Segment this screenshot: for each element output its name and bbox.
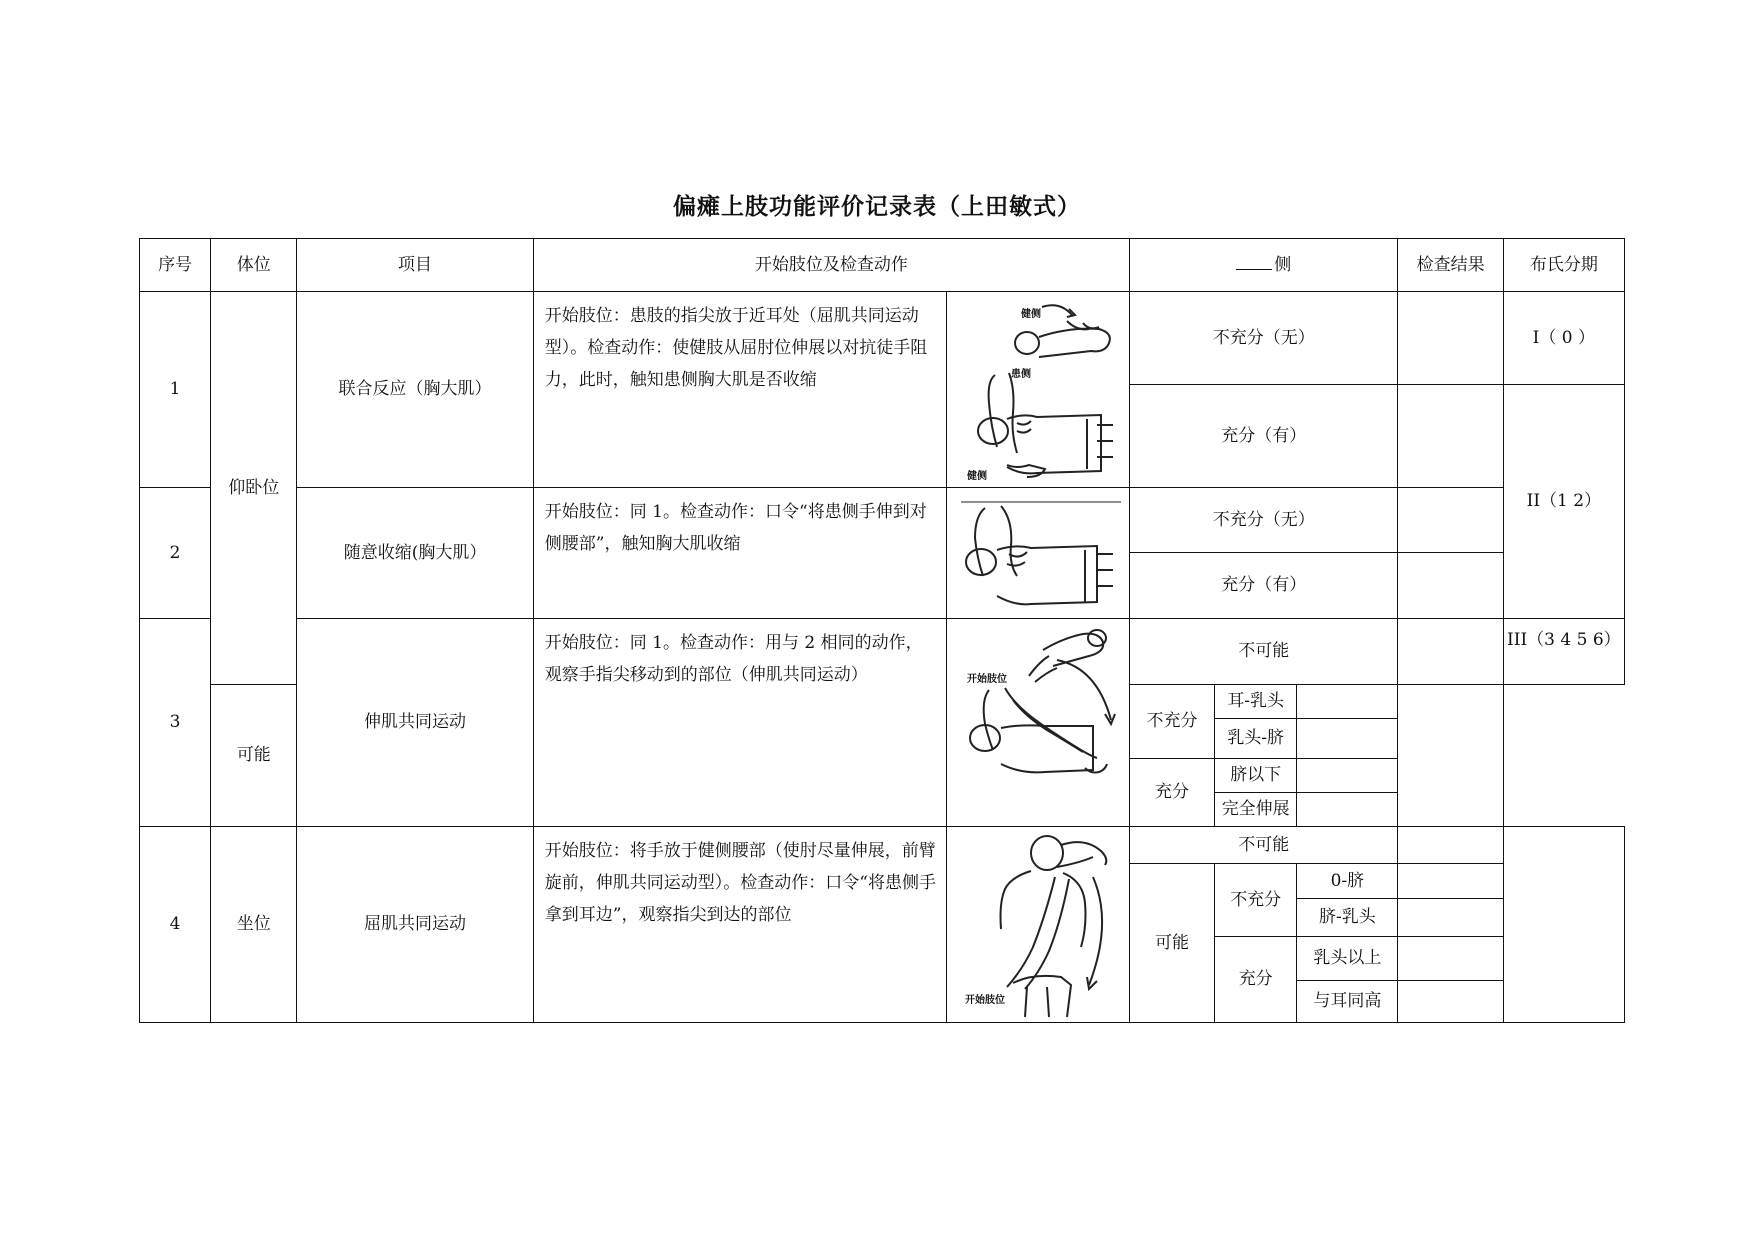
flexor-synergy-figure [947,827,1130,1022]
position-sitting: 坐位 [211,827,297,1023]
supine-reach-figure [947,488,1130,618]
fig1-label-healthy-top: 健侧 [1020,308,1041,320]
row4-result-level-3[interactable] [1398,936,1503,981]
side-blank[interactable] [1236,255,1272,270]
header-position: 体位 [211,239,297,292]
table-header-row [140,239,1625,292]
stage-III: III（3 4 5 6） [1503,619,1624,685]
row3-level-1: 耳-乳头 [1215,685,1297,719]
stage-empty-row4 [1503,827,1624,1023]
header-seq: 序号 [140,239,211,292]
fig1-label-healthy-bottom: 健侧 [966,470,987,482]
row4-seq: 4 [140,827,211,1023]
row4-result-level-2[interactable] [1398,898,1503,936]
table-row [140,292,1625,385]
header-stage: 布氏分期 [1503,239,1624,292]
row2-result-sufficient[interactable] [1398,553,1503,619]
stage-I: I（ 0 ） [1503,292,1624,385]
row3-desc: 开始肢位：同 1。检查动作：用与 2 相同的动作，观察手指尖移动到的部位（伸肌共同运动） [533,619,946,827]
row1-option-insufficient: 不充分（无） [1129,292,1398,385]
row1-item: 联合反应（胸大肌） [297,292,533,488]
row3-figure [946,619,1129,827]
row4-insufficient: 不充分 [1215,864,1297,937]
page-title: 偏瘫上肢功能评价记录表（上田敏式） [673,194,1081,220]
row4-result-impossible[interactable] [1398,827,1503,864]
row4-result-level-4[interactable] [1398,981,1503,1023]
fig3-label-start: 开始肢位 [966,673,1007,685]
row2-option-insufficient: 不充分（无） [1129,488,1398,553]
row3-result-level-1[interactable] [1297,685,1398,719]
row4-item: 屈肌共同运动 [297,827,533,1023]
row4-level-1: 0-脐 [1297,864,1398,899]
row4-result-level-1[interactable] [1398,864,1503,899]
row3-level-4: 完全伸展 [1215,793,1297,827]
row2-item: 随意收缩(胸大肌） [297,488,533,619]
fig1-label-affected: 患侧 [1010,368,1031,380]
row1-result-sufficient[interactable] [1398,385,1503,488]
stage-empty-row3 [1398,685,1503,827]
row4-impossible: 不可能 [1129,827,1398,864]
row4-level-3: 乳头以上 [1297,936,1398,981]
row1-result-insufficient[interactable] [1398,292,1503,385]
extensor-synergy-figure [947,620,1130,826]
supine-pectoralis-figure [947,295,1130,485]
evaluation-table [139,238,1625,1023]
row3-result-level-3[interactable] [1297,759,1398,793]
row2-option-sufficient: 充分（有） [1129,553,1398,619]
table-row [140,619,1625,685]
header-item: 项目 [297,239,533,292]
header-action: 开始肢位及检查动作 [533,239,1129,292]
row3-sufficient: 充分 [1129,759,1214,827]
row3-insufficient: 不充分 [1129,685,1214,759]
row2-desc: 开始肢位：同 1。检查动作：口令“将患侧手伸到对侧腰部”，触知胸大肌收缩 [533,488,946,619]
row2-result-insufficient[interactable] [1398,488,1503,553]
row3-possible: 可能 [211,685,297,827]
row2-seq: 2 [140,488,211,619]
row3-impossible: 不可能 [1129,619,1398,685]
row3-level-2: 乳头-脐 [1215,719,1297,759]
row1-seq: 1 [140,292,211,488]
row4-possible: 可能 [1129,864,1214,1023]
row3-result-level-4[interactable] [1297,793,1398,827]
row3-result-level-2[interactable] [1297,719,1398,759]
row1-option-sufficient: 充分（有） [1129,385,1398,488]
header-result: 检查结果 [1398,239,1503,292]
row1-desc: 开始肢位：患肢的指尖放于近耳处（屈肌共同运动型）。检查动作：使健肢从屈肘位伸展以对抗徒手阻力，此时，触知患侧胸大肌是否收缩 [533,292,946,488]
row3-item: 伸肌共同运动 [297,619,533,827]
header-side: 侧 [1129,239,1398,292]
row4-sufficient: 充分 [1215,936,1297,1023]
row3-result-impossible[interactable] [1398,619,1503,685]
row4-desc: 开始肢位：将手放于健侧腰部（使肘尽量伸展，前臂旋前，伸肌共同运动型）。检查动作：口令“将患侧手拿到耳边”，观察指尖到达的部位 [533,827,946,1023]
row3-level-3: 脐以下 [1215,759,1297,793]
row2-figure [946,488,1129,619]
row1-figure [946,292,1129,488]
row4-level-2: 脐-乳头 [1297,898,1398,936]
position-supine: 仰卧位 [211,292,297,685]
table-row [140,827,1625,864]
row3-seq: 3 [140,619,211,827]
row4-level-4: 与耳同高 [1297,981,1398,1023]
table-row [140,488,1625,553]
fig4-label-start: 开始肢位 [964,995,1005,1006]
stage-II: II（1 2） [1503,385,1624,619]
row4-figure [946,827,1129,1023]
